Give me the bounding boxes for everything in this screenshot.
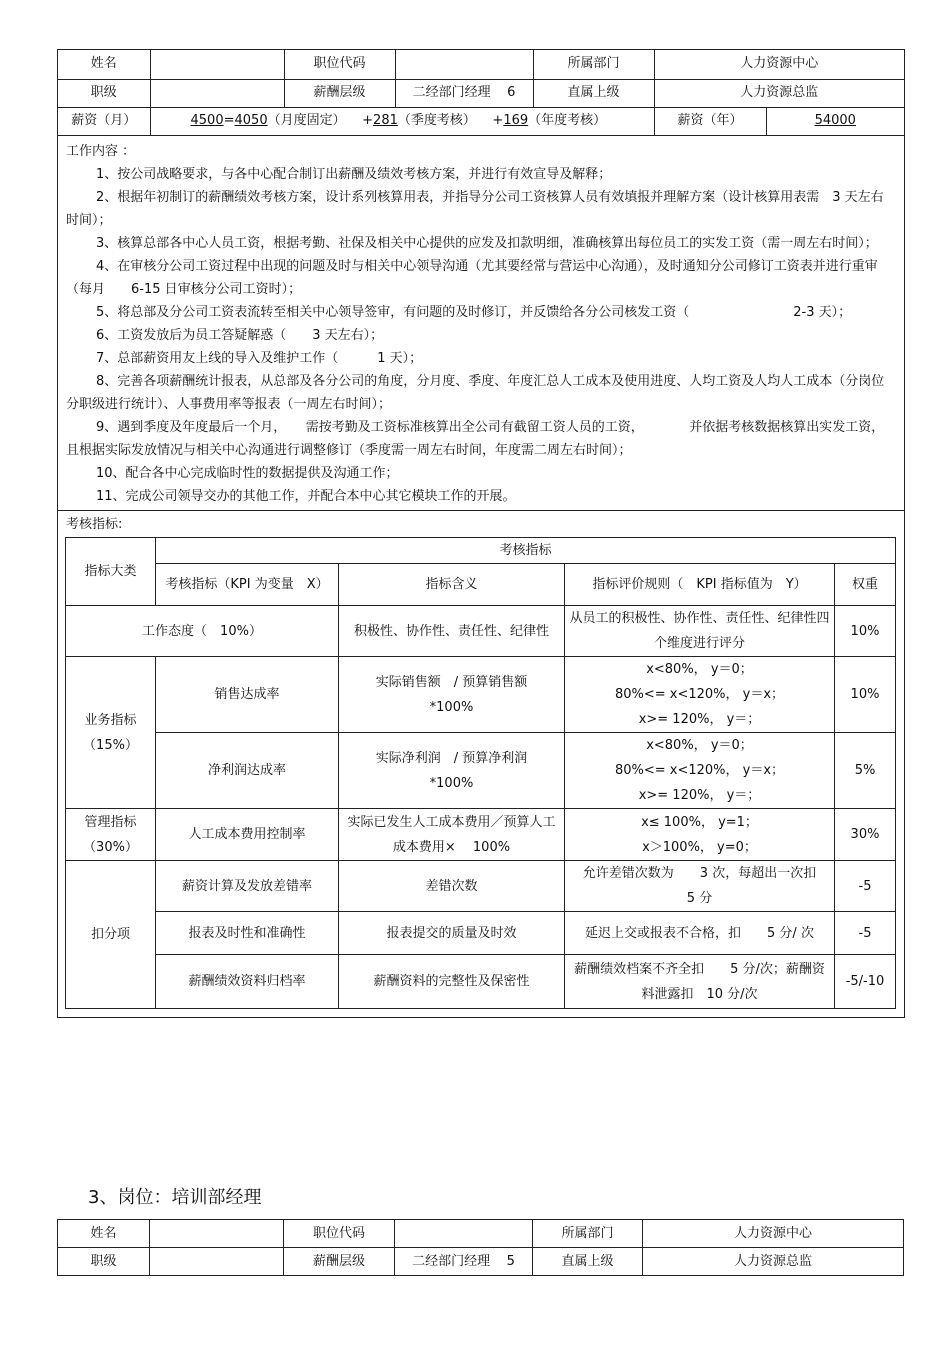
kpi-section-title: 考核指标: (58, 510, 904, 537)
work-item: 6、工资发放后为员工答疑解惑（ 3 天左右）； (96, 328, 384, 343)
grade-value-text: 二经部门经理 (412, 85, 491, 100)
code-label: 职位代码 (284, 1220, 395, 1248)
management-category (66, 809, 156, 861)
salary-annual-cell (766, 107, 904, 135)
superior-value: 人力资源总监 (654, 79, 904, 107)
business-kpi-meaning: 实际净利润 / 预算净利润 *100% (339, 733, 565, 809)
salary-annual-value: 54000 (814, 113, 856, 129)
grade-label: 薪酬层级 (284, 79, 395, 107)
business-kpi-rule: x<80%， y＝0； 80%<= x<120%， y＝x； x>= 120%， y＝； (565, 657, 835, 733)
deduct-item-weight: -5 (835, 861, 896, 912)
deduct-category: 扣分项 (66, 861, 156, 1009)
business-kpi-rule: x<80%， y＝0； 80%<= x<120%， y＝x； x>= 120%， y＝； (565, 733, 835, 809)
work-item: 7、总部薪资用友上线的导入及维护工作（ 1 天）； (96, 351, 423, 366)
kpi-col-kpi: 考核指标（KPI 为变量 X） (156, 564, 339, 606)
salary-year-plus: + (492, 113, 504, 129)
work-item: 1、按公司战略要求，与各中心配合制订出薪酬及绩效考核方案，并进行有效宣导及解释； (96, 167, 612, 182)
name-label: 姓名 (58, 50, 150, 79)
grade-value-text: 二经部门经理 (412, 1253, 491, 1269)
management-category-pct: （30%） (83, 839, 138, 855)
salary-month-label: 薪资（月） (58, 107, 150, 135)
work-item: 3、核算总部各中心人员工资，根据考勤、社保及相关中心提供的应发及扣款明细，准确核算出每位员工的实发工资（需一周左右时间）； (96, 236, 878, 251)
kpi-col-meaning: 指标含义 (339, 564, 565, 606)
name-value (150, 1220, 284, 1248)
kpi-col-category: 指标大类 (66, 538, 156, 606)
code-value (395, 50, 533, 79)
work-item: 10、配合各中心完成临时性的数据提供及沟通工作； (96, 466, 399, 481)
post1-form (57, 49, 905, 1018)
salary-quarter-plus: + (362, 113, 374, 129)
post2-heading: 3、岗位：培训部经理 (88, 1187, 262, 1208)
salary-quarter-note: （季度考核） (397, 113, 476, 129)
management-kpi-meaning: 实际已发生人工成本费用／预算人工成本费用× 100% (339, 809, 565, 861)
salary-month-formula: 4500=4050（月度固定） +281（季度考核） +169（年度考核） (150, 107, 654, 135)
salary-fixed: 4050 (234, 113, 268, 129)
grade-number: 6 (507, 85, 516, 100)
code-label: 职位代码 (284, 50, 395, 79)
superior-value: 人力资源总监 (643, 1248, 904, 1276)
work-item: 11、完成公司领导交办的其他工作，并配合本中心其它模块工作的开展。 (96, 489, 516, 504)
post1-header-table (58, 50, 904, 135)
name-label: 姓名 (58, 1220, 150, 1248)
deduct-item-meaning: 报表提交的质量及时效 (339, 912, 565, 955)
management-kpi-rule: x≤ 100%， y=1； x＞100%， y=0； (565, 809, 835, 861)
rank-value (150, 79, 284, 107)
post2-header-table (57, 1219, 904, 1276)
deduct-item-meaning: 差错次数 (339, 861, 565, 912)
management-category-name: 管理指标 (84, 814, 137, 830)
rank-value (150, 1248, 284, 1276)
deduct-item-rule: 薪酬绩效档案不齐全扣 5 分/次；薪酬资料泄露扣 10 分/次 (565, 955, 835, 1009)
business-kpi-name: 销售达成率 (156, 657, 339, 733)
work-item: 8、完善各项薪酬统计报表，从总部及各分公司的角度，分月度、季度、年度汇总人工成本及使用进度、人均工资及人均人工成本（分岗位分职级进行统计）、人事费用率等报表（一周左右时间）； (66, 374, 885, 412)
salary-base-total: 4500 (190, 113, 224, 129)
kpi-col-rule: 指标评价规则（ KPI 指标值为 Y） (565, 564, 835, 606)
superior-label: 直属上级 (533, 1248, 643, 1276)
deduct-item-weight: -5 (835, 912, 896, 955)
deduct-item-name: 薪资计算及发放差错率 (156, 861, 339, 912)
deduct-item-meaning: 薪酬资料的完整性及保密性 (339, 955, 565, 1009)
attitude-category: 工作态度（ 10%） (66, 606, 339, 657)
deduct-item-weight: -5/-10 (835, 955, 896, 1009)
salary-annual-label: 薪资（年） (654, 107, 766, 135)
grade-value (395, 1248, 533, 1276)
business-kpi-weight: 5% (835, 733, 896, 809)
deduct-item-rule: 延迟上交或报表不合格，扣 5 分/ 次 (565, 912, 835, 955)
deduct-item-name: 薪酬绩效资料归档率 (156, 955, 339, 1009)
code-value (395, 1220, 533, 1248)
business-kpi-name: 净利润达成率 (156, 733, 339, 809)
management-kpi-weight: 30% (835, 809, 896, 861)
kpi-table (65, 537, 896, 1009)
dept-value: 人力资源中心 (643, 1220, 904, 1248)
work-item: 9、遇到季度及年度最后一个月， 需按考勤及工资标准核算出全公司有截留工资人员的工资， 并依据考核数据核算出实发工资，且根据实际发放情况与相关中心沟通进行调整修订（季度需一周左右时间，年度需二周左右时间）； (66, 420, 885, 458)
salary-year: 169 (503, 113, 529, 129)
business-kpi-weight: 10% (835, 657, 896, 733)
business-category-pct: （15%） (83, 737, 138, 753)
salary-quarter: 281 (373, 113, 398, 129)
deduct-item-name: 报表及时性和准确性 (156, 912, 339, 955)
dept-value: 人力资源中心 (654, 50, 904, 79)
salary-fixed-note: （月度固定） (267, 113, 346, 129)
business-kpi-meaning: 实际销售额 / 预算销售额 *100% (339, 657, 565, 733)
attitude-meaning: 积极性、协作性、责任性、纪律性 (339, 606, 565, 657)
superior-label: 直属上级 (533, 79, 654, 107)
kpi-col-group: 考核指标 (156, 538, 896, 564)
grade-number: 5 (506, 1253, 515, 1269)
work-item: 4、在审核分公司工资过程中出现的问题及时与相关中心领导沟通（尤其要经常与营运中心沟通），及时通知分公司修订工资表并进行重审（每月 6-15 日审核分公司工资时）； (66, 259, 878, 297)
rank-label: 职级 (58, 79, 150, 107)
deduct-item-rule: 允许差错次数为 3 次，每超出一次扣 5 分 (565, 861, 835, 912)
management-kpi-name: 人工成本费用控制率 (156, 809, 339, 861)
grade-value (395, 79, 533, 107)
dept-label: 所属部门 (533, 50, 654, 79)
work-item: 2、根据年初制订的薪酬绩效考核方案，设计系列核算用表，并指导分公司工资核算人员有效填报并理解方案（设计核算用表需 3 天左右时间）； (66, 190, 884, 228)
work-content (58, 135, 904, 510)
business-category (66, 657, 156, 809)
work-item: 5、将总部及分公司工资表流转至相关中心领导签审，有问题的及时修订，并反馈给各分公司核发工资（ 2-3 天）； (96, 305, 852, 320)
business-category-name: 业务指标 (84, 712, 137, 728)
attitude-rule: 从员工的积极性、协作性、责任性、纪律性四个维度进行评分 (565, 606, 835, 657)
grade-label: 薪酬层级 (284, 1248, 395, 1276)
attitude-weight: 10% (835, 606, 896, 657)
name-value (150, 50, 284, 79)
kpi-col-weight: 权重 (835, 564, 896, 606)
salary-year-note: （年度考核） (528, 113, 607, 129)
work-content-title: 工作内容 ： (66, 144, 136, 159)
rank-label: 职级 (58, 1248, 150, 1276)
kpi-table-wrap (58, 537, 904, 1017)
dept-label: 所属部门 (533, 1220, 643, 1248)
